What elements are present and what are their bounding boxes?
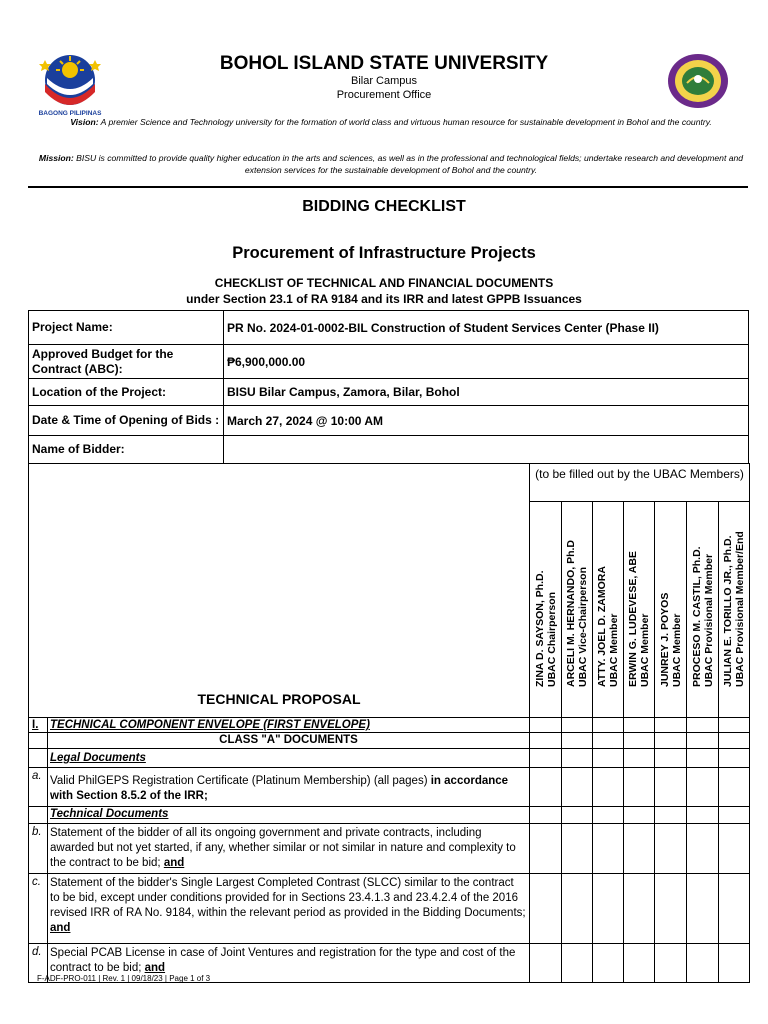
checklist-item-b (29, 824, 750, 874)
member-0: ZINA D. SAYSON, Ph.D. UBAC Chairperson (533, 570, 558, 687)
check-cell[interactable] (624, 944, 655, 983)
check-cell[interactable] (593, 874, 624, 944)
check-cell[interactable] (624, 824, 655, 874)
member-2: ATTY. JOEL D. ZAMORA UBAC Member (596, 566, 620, 687)
check-cell[interactable] (719, 824, 750, 874)
checklist-header-row (29, 464, 750, 502)
checklist-item-a (29, 768, 750, 807)
technical-docs-row (29, 807, 750, 824)
part-title: TECHNICAL COMPONENT ENVELOPE (FIRST ENVELOPE) (50, 719, 370, 731)
member-1: ARCELI M. HERNANDO, Ph.D UBAC Vice-Chairperson (565, 540, 589, 687)
check-cell[interactable] (562, 718, 593, 733)
check-cell[interactable] (593, 944, 624, 983)
item-c-number: c. (32, 876, 41, 888)
check-cell[interactable] (593, 768, 624, 807)
check-cell[interactable] (655, 733, 687, 749)
campus-name: Bilar Campus (350, 75, 418, 87)
bidder-value[interactable] (224, 436, 749, 464)
check-cell[interactable] (624, 749, 655, 768)
class-a-heading: CLASS "A" DOCUMENTS (219, 734, 358, 746)
item-d-number: d. (32, 946, 42, 958)
check-cell[interactable] (562, 874, 593, 944)
check-cell[interactable] (655, 874, 687, 944)
check-cell[interactable] (655, 807, 687, 824)
check-cell[interactable] (530, 807, 562, 824)
item-d-and: and (144, 962, 166, 974)
check-cell[interactable] (624, 807, 655, 824)
project-name-label: Project Name: (29, 311, 224, 345)
check-cell[interactable] (530, 718, 562, 733)
item-b-and: and (163, 857, 185, 869)
check-cell[interactable] (530, 824, 562, 874)
check-cell[interactable] (687, 824, 719, 874)
item-a-bold: in accordance with Section 8.5.2 of the IRR; (50, 775, 509, 802)
check-cell[interactable] (687, 733, 719, 749)
checklist-table (28, 463, 750, 983)
check-cell[interactable] (624, 733, 655, 749)
item-c-text: Statement of the bidder's Single Largest Completed Contrast (SLCC) similar to the contract to be bid, except under conditions provided for in Sections 23.4.1.3 and 23.4.2.4 of the 2016 revised IRR of RA No. 9184, within the relevant period as provided in the Bidding Documents; (50, 877, 526, 919)
checklist-heading: CHECKLIST OF TECHNICAL AND FINANCIAL DOCUMENTS (214, 276, 554, 290)
document-subtitle: Procurement of Infrastructure Projects (232, 244, 536, 262)
check-cell[interactable] (687, 768, 719, 807)
location-value: BISU Bilar Campus, Zamora, Bilar, Bohol (224, 379, 749, 406)
opening-value: March 27, 2024 @ 10:00 AM (224, 406, 749, 436)
check-cell[interactable] (719, 807, 750, 824)
abc-value: ₱6,900,000.00 (224, 345, 749, 379)
check-cell[interactable] (593, 807, 624, 824)
check-cell[interactable] (687, 718, 719, 733)
member-5: PROCESO M. CASTIL, Ph.D. UBAC Provisional Member (690, 546, 715, 687)
location-row (29, 379, 749, 406)
check-cell[interactable] (530, 749, 562, 768)
check-cell[interactable] (655, 768, 687, 807)
member-3: ERWIN G. LUDEVESE, ABE UBAC Member (627, 551, 651, 687)
check-cell[interactable] (687, 944, 719, 983)
fill-note: (to be filled out by the UBAC Members) (535, 467, 744, 481)
check-cell[interactable] (530, 768, 562, 807)
check-cell[interactable] (655, 944, 687, 983)
check-cell[interactable] (719, 944, 750, 983)
class-row (29, 733, 750, 749)
checklist-subheading: under Section 23.1 of RA 9184 and its IRR and latest GPPB Issuances (186, 292, 582, 306)
form-footer: F-ADF-PRO-011 | Rev. 1 | 09/18/23 | Page 1 of 3 (37, 974, 211, 983)
opening-label: Date & Time of Opening of Bids : (29, 406, 224, 436)
item-a-text: Valid PhilGEPS Registration Certificate (Platinum Membership) (all pages) (50, 775, 428, 787)
check-cell[interactable] (562, 749, 593, 768)
check-cell[interactable] (687, 874, 719, 944)
technical-docs-heading: Technical Documents (50, 808, 169, 820)
check-cell[interactable] (624, 768, 655, 807)
bidder-label: Name of Bidder: (29, 436, 224, 464)
check-cell[interactable] (562, 768, 593, 807)
check-cell[interactable] (562, 733, 593, 749)
check-cell[interactable] (719, 733, 750, 749)
check-cell[interactable] (655, 824, 687, 874)
check-cell[interactable] (530, 733, 562, 749)
checklist-item-c (29, 874, 750, 944)
project-info-table (28, 310, 749, 464)
technical-proposal-heading: TECHNICAL PROPOSAL (197, 691, 361, 707)
check-cell[interactable] (655, 718, 687, 733)
legal-docs-heading: Legal Documents (50, 752, 146, 764)
check-cell[interactable] (687, 807, 719, 824)
check-cell[interactable] (530, 874, 562, 944)
item-b-text: Statement of the bidder of all its ongoing government and private contracts, including awarded but not yet started, if any, whether similar or not similar in nature and complexity to the contract to be bid; (50, 827, 516, 869)
mission-statement (30, 152, 752, 176)
logo-caption: BAGONG PILIPINAS (38, 110, 102, 117)
vision-text: A premier Science and Technology university for the formation of world class and virtuous human resource for sustainable development in Bohol and the country. (100, 117, 712, 127)
vision-label: Vision: (70, 117, 99, 127)
check-cell[interactable] (624, 718, 655, 733)
item-a-number: a. (32, 770, 42, 782)
check-cell[interactable] (719, 749, 750, 768)
mission-text: BISU is committed to provide quality higher education in the arts and sciences, as well as in the professional and technological fields; undertake research and development and extension services for the sustainable development of Bohol and the country. (76, 153, 744, 175)
member-4: JUNREY J. POYOS UBAC Member (658, 592, 683, 687)
legal-docs-row (29, 749, 750, 768)
check-cell[interactable] (719, 768, 750, 807)
member-6: JULIAN E. TORILLO JR., Ph.D. UBAC Provisional Member/End (722, 531, 746, 687)
check-cell[interactable] (687, 749, 719, 768)
office-name: Procurement Office (336, 89, 432, 101)
item-c-and: and (50, 922, 71, 934)
document-title: BIDDING CHECKLIST (302, 198, 466, 215)
check-cell[interactable] (593, 749, 624, 768)
project-name-value: PR No. 2024-01-0002-BIL Construction of Student Services Center (Phase II) (224, 311, 749, 345)
mission-label: Mission: (38, 153, 74, 163)
check-cell[interactable] (719, 718, 750, 733)
bidder-row (29, 436, 749, 464)
check-cell[interactable] (593, 733, 624, 749)
check-cell[interactable] (530, 944, 562, 983)
check-cell[interactable] (562, 944, 593, 983)
abc-row (29, 345, 749, 379)
opening-row (29, 406, 749, 436)
abc-label: Approved Budget for the Contract (ABC): (29, 345, 224, 379)
check-cell[interactable] (655, 749, 687, 768)
university-name: BOHOL ISLAND STATE UNIVERSITY (219, 53, 549, 74)
header-divider (28, 186, 748, 188)
item-b-number: b. (32, 826, 42, 838)
location-label: Location of the Project: (29, 379, 224, 406)
check-cell[interactable] (562, 807, 593, 824)
part-number: I. (32, 719, 39, 731)
project-name-row (29, 311, 749, 345)
vision-statement (30, 116, 752, 128)
part-heading-row (29, 718, 750, 733)
check-cell[interactable] (593, 824, 624, 874)
check-cell[interactable] (719, 874, 750, 944)
check-cell[interactable] (562, 824, 593, 874)
check-cell[interactable] (624, 874, 655, 944)
check-cell[interactable] (593, 718, 624, 733)
item-d-text: Special PCAB License in case of Joint Ventures and registration for the type and cost of the contract to be bid; (50, 947, 516, 974)
